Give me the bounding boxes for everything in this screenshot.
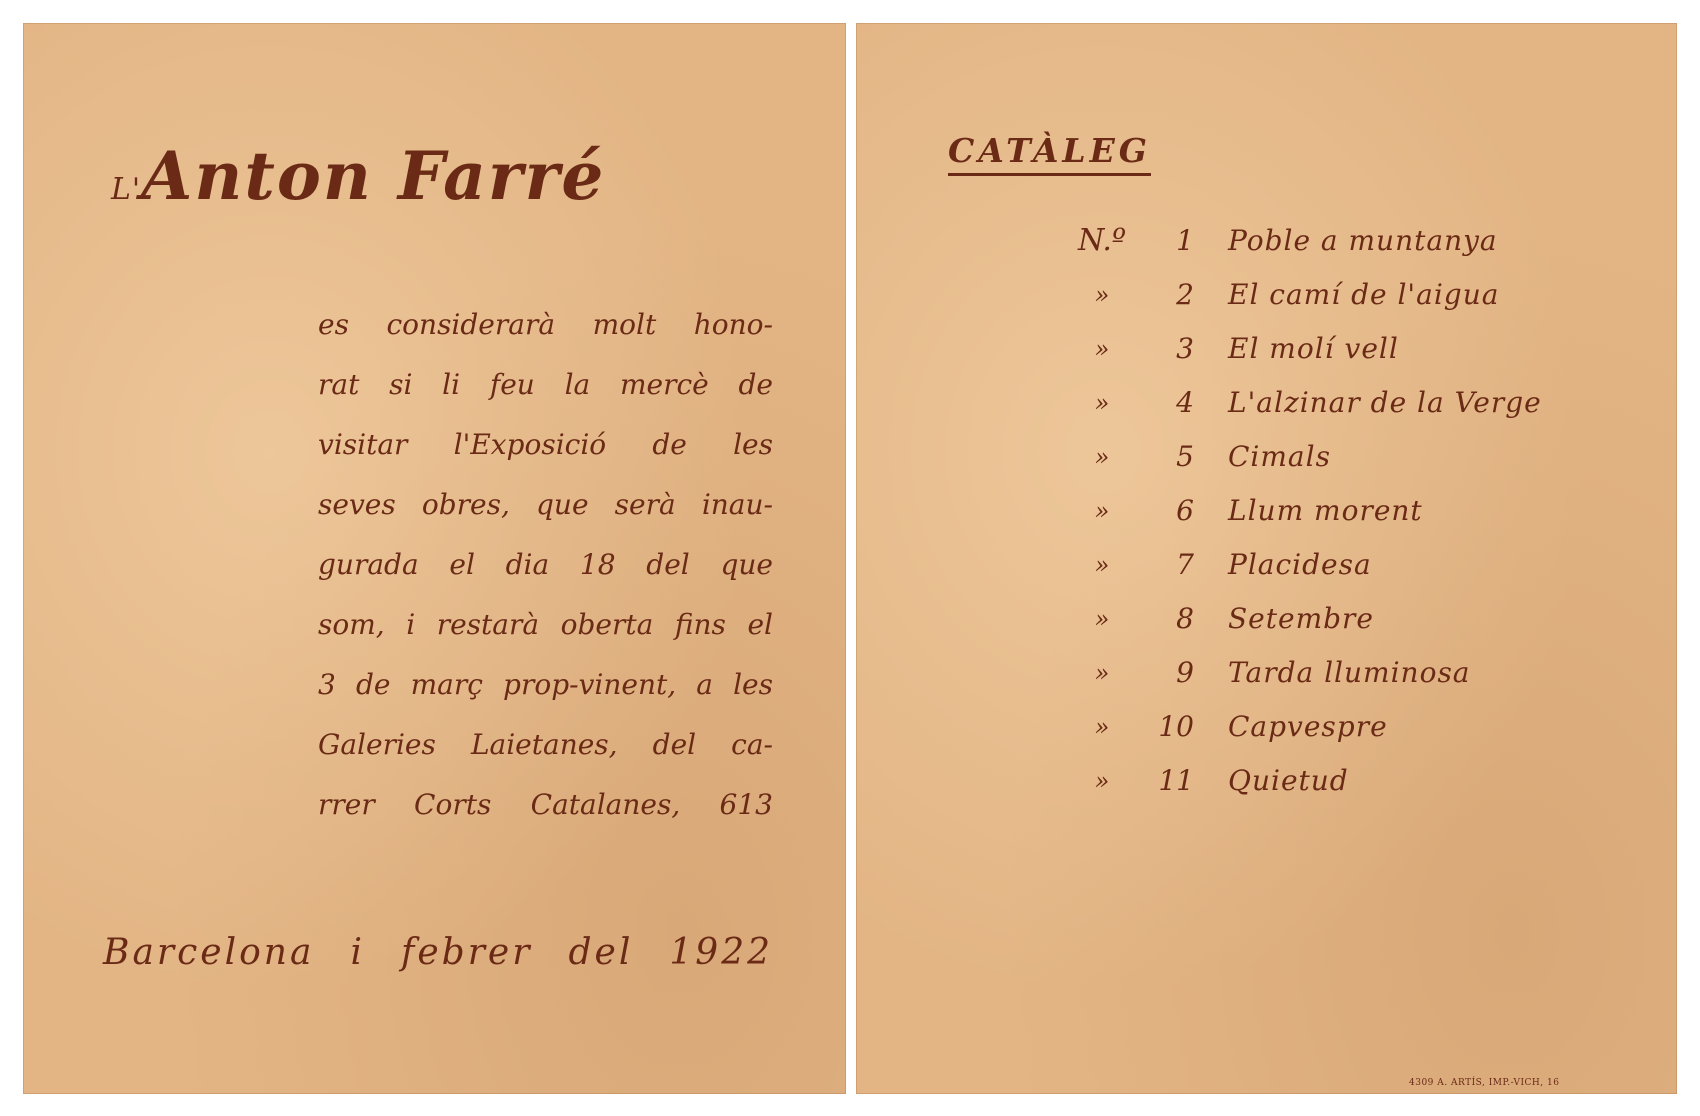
catalog-item-number: 10 [1158, 710, 1194, 743]
catalog-item-number: 6 [1176, 494, 1194, 527]
catalog-list [1076, 214, 1596, 808]
artist-name: Anton Farré [141, 137, 606, 215]
catalog-item-prefix: » [1094, 605, 1110, 633]
catalog-item-prefix: » [1094, 281, 1110, 309]
title-prefix: L' [111, 172, 142, 207]
catalog-item [1076, 268, 1596, 322]
catalog-item-prefix: » [1094, 713, 1110, 741]
invitation-line: Galeries Laietanes, del ca- [318, 728, 773, 761]
catalog-item-title: Cimals [1228, 440, 1331, 473]
catalog-item-prefix: » [1094, 659, 1110, 687]
catalog-item-title: El molí vell [1228, 332, 1399, 365]
catalog-item-title: Capvespre [1228, 710, 1388, 743]
catalog-item [1076, 322, 1596, 376]
catalog-heading: CATÀLEG [948, 131, 1151, 176]
invitation-line: rat si li feu la mercè de [318, 368, 773, 401]
catalog-item-number: 4 [1176, 386, 1194, 419]
invitation-line: seves obres, que serà inau- [318, 488, 773, 521]
catalog-item-title: Quietud [1228, 764, 1349, 797]
catalog-item-title: Tarda lluminosa [1228, 656, 1471, 689]
catalog-item-title: L'alzinar de la Verge [1228, 386, 1542, 419]
catalog-item-prefix: » [1094, 335, 1110, 363]
catalog-item [1076, 538, 1596, 592]
catalog-item [1076, 484, 1596, 538]
invitation-card [23, 23, 846, 1094]
catalog-item [1076, 646, 1596, 700]
catalog-item-prefix: » [1094, 389, 1110, 417]
place-date-line: Barcelona i febrer del 1922 [103, 932, 773, 973]
catalog-item [1076, 754, 1596, 808]
catalog-item-title: Placidesa [1228, 548, 1372, 581]
catalog-item-title: Setembre [1228, 602, 1375, 635]
catalog-item [1076, 592, 1596, 646]
catalog-item-prefix: » [1094, 551, 1110, 579]
invitation-line: visitar l'Exposició de les [318, 428, 773, 461]
catalog-item-prefix: » [1094, 497, 1110, 525]
catalog-item-title: El camí de l'aigua [1228, 278, 1500, 311]
catalog-item-number: 1 [1176, 224, 1194, 257]
printer-mark: 4309 A. ARTÍS, IMP.-VICH, 16 [1409, 1078, 1560, 1088]
invitation-line: es considerarà molt hono- [318, 308, 773, 341]
catalog-item-number: 11 [1158, 764, 1194, 797]
catalog-item-prefix: N.º [1078, 223, 1126, 258]
invitation-line: rrer Corts Catalanes, 613 [318, 788, 773, 821]
catalog-item [1076, 376, 1596, 430]
catalog-item [1076, 214, 1596, 268]
catalog-item-title: Poble a muntanya [1228, 224, 1498, 257]
catalog-item-prefix: » [1094, 443, 1110, 471]
catalog-item [1076, 430, 1596, 484]
catalog-item-prefix: » [1094, 767, 1110, 795]
catalog-item-title: Llum morent [1228, 494, 1423, 527]
invitation-line: som, i restarà oberta fins el [318, 608, 773, 641]
invitation-text [318, 295, 773, 835]
catalog-item-number: 8 [1176, 602, 1194, 635]
catalog-item-number: 2 [1176, 278, 1194, 311]
catalog-item-number: 7 [1176, 548, 1194, 581]
catalog-card [856, 23, 1677, 1094]
catalog-item-number: 9 [1176, 656, 1194, 689]
invitation-line: 3 de març prop-vinent, a les [318, 668, 773, 701]
artist-title [111, 137, 606, 215]
catalog-item-number: 5 [1176, 440, 1194, 473]
catalog-item [1076, 700, 1596, 754]
invitation-line: gurada el dia 18 del que [318, 548, 773, 581]
catalog-item-number: 3 [1176, 332, 1194, 365]
